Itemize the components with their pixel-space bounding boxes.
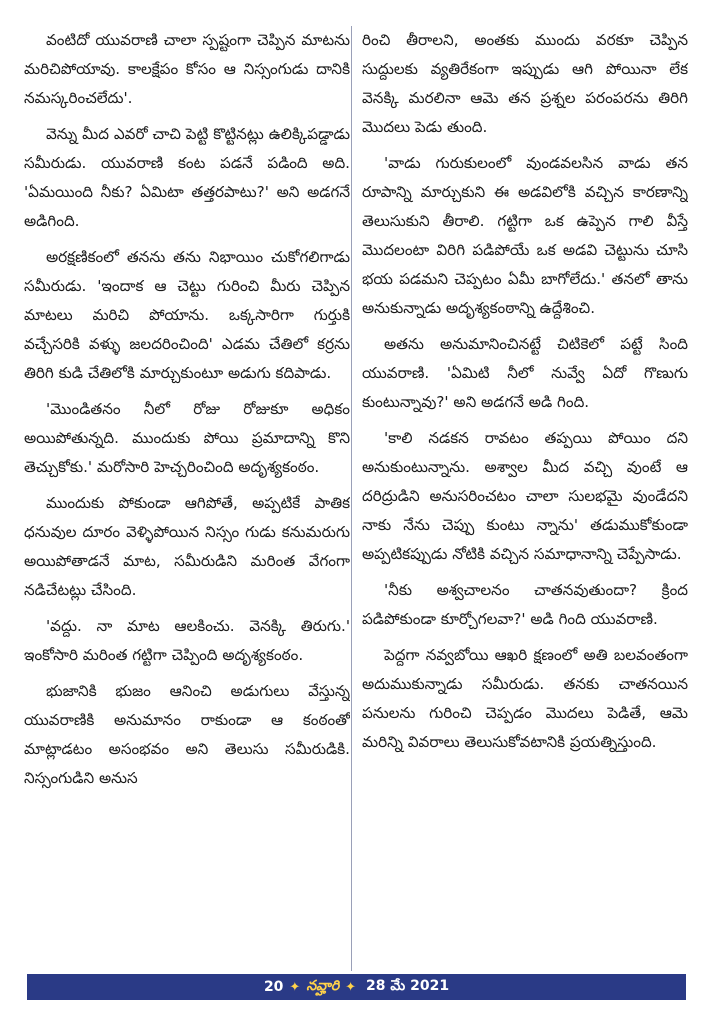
magazine-name: నవ్హారి	[306, 977, 340, 994]
paragraph: 'కాలి నడకన రావటం తప్పయి పోయిం దని అనుకుంటున్నాను. అశ్వాల మీద వచ్చి వుంటే ఆ దరిద్రుడిని అనుసరించటం చాలా సులభమై వుండేదని నాకు నేను చెప్పు కుంటు న్నాను' తడుముకోకుండా అప్పటికప్పుడు నోటికి వచ్చిన సమాధానాన్ని చెప్పేసాడు.	[362, 429, 688, 563]
left-column	[24, 26, 350, 971]
right-column	[362, 26, 688, 971]
paragraph: 'వద్దు. నా మాట ఆలకించు. వెనక్కి తిరుగు.' ఇంకోసారి మరింత గట్టిగా చెప్పింది అదృశ్యకంఠం.	[24, 617, 350, 664]
paragraph: రించి తీరాలని, అంతకు ముందు వరకూ చెప్పిన సుద్దులకు వ్యతిరేకంగా ఇప్పుడు ఆగి పోయినా లేక వెనక్కి మరలినా ఆమె తన ప్రశ్నల పరంపరను తిరిగి మొదలు పెడు తుంది.	[362, 31, 688, 136]
star-icon: ✦	[289, 979, 301, 995]
paragraph: వెన్ను మీద ఎవరో చాచి పెట్టి కొట్టినట్లు ఉలిక్కిపడ్డాడు సమీరుడు. యువరాణి కంట పడనే పడింది అది. 'ఏమయింది నీకు? ఏమిటా తత్తరపాటు?' అని అడగనే అడిగింది.	[24, 125, 350, 230]
paragraph: భుజానికి భుజం ఆనించి అడుగులు వేస్తున్న యువరాణికి అనుమానం రాకుండా ఆ కంఠంతో మాట్లాడటం అసంభవం అని తెలుసు సమీరుడికి. నిస్సంగుడిని అనుస	[24, 682, 350, 787]
column-divider	[351, 26, 352, 971]
page-number: 20	[263, 979, 284, 995]
issue-date: 28 మే 2021	[366, 977, 450, 994]
paragraph: 'మొండితనం నీలో రోజు రోజుకూ అధికం అయిపోతున్నది. ముందుకు పోయి ప్రమాదాన్ని కొని తెచ్చుకోకు.' మరోసారి హెచ్చరించింది అదృశ్యకంఠం.	[24, 400, 350, 476]
star-icon: ✦	[345, 979, 357, 995]
paragraph: అరక్షణికంలో తనను తను నిభాయిం చుకోగలిగాడు సమీరుడు. 'ఇందాక ఆ చెట్టు గురించి మీరు చెప్పిన మాటలు మరిచి పోయాను. ఒక్కసారిగా గుర్తుకి వచ్చేసరికి వళ్ళు జలదరించింది' ఎడమ చేతిలో కర్రను తిరిగి కుడి చేతిలోకి మార్చుకుంటూ అడుగు కదిపాడు.	[24, 248, 350, 382]
paragraph: పెద్దగా నవ్వబోయి ఆఖరి క్షణంలో అతి బలవంతంగా అదుముకున్నాడు సమీరుడు. తనకు చాతనయిన పనులను గురించి చెప్పడం మొదలు పెడితే, ఆమె మరిన్ని వివరాలు తెలుసుకోవటానికి ప్రయత్నిస్తుంది.	[362, 646, 688, 751]
page-footer	[27, 974, 686, 1000]
paragraph: 'నీకు అశ్వచాలనం చాతనవుతుందా? క్రింద పడిపోకుండా కూర్చోగలవా?' అడి గింది యువరాణి.	[362, 581, 688, 628]
paragraph: అతను అనుమానించినట్టే చిటికెలో పట్టే సింది యువరాణి. 'ఏమిటి నీలో నువ్వే ఏదో గొణుగు కుంటున్నావు?' అని అడగనే అడి గింది.	[362, 335, 688, 411]
paragraph: వంటిదో యువరాణి చాలా స్పష్టంగా చెప్పిన మాటను మరిచిపోయావు. కాలక్షేపం కోసం ఆ నిస్సంగుడు దానికి నమస్కరించలేదు'.	[24, 31, 350, 107]
paragraph: ముందుకు పోకుండా ఆగిపోతే, అప్పటికే పాతిక ధనువుల దూరం వెళ్ళిపోయిన నిస్సం గుడు కనుమరుగు అయిపోతాడనే మాట, సమీరుడిని మరింత వేగంగా నడిచేటట్లు చేసింది.	[24, 494, 350, 599]
paragraph: 'వాడు గురుకులంలో వుండవలసిన వాడు తన రూపాన్ని మార్చుకుని ఈ అడవిలోకి వచ్చిన కారణాన్ని తెలుసుకుని తీరాలి. గట్టిగా ఒక ఉప్పెన గాలి వీస్తే మొదలంటా విరిగి పడిపోయే ఒక అడవి చెట్టును చూసి భయ పడమని చెప్పటం ఏమీ బాగోలేదు.' తనలో తాను అనుకున్నాడు అదృశ్యకంఠాన్ని ఉద్దేశించి.	[362, 154, 688, 317]
